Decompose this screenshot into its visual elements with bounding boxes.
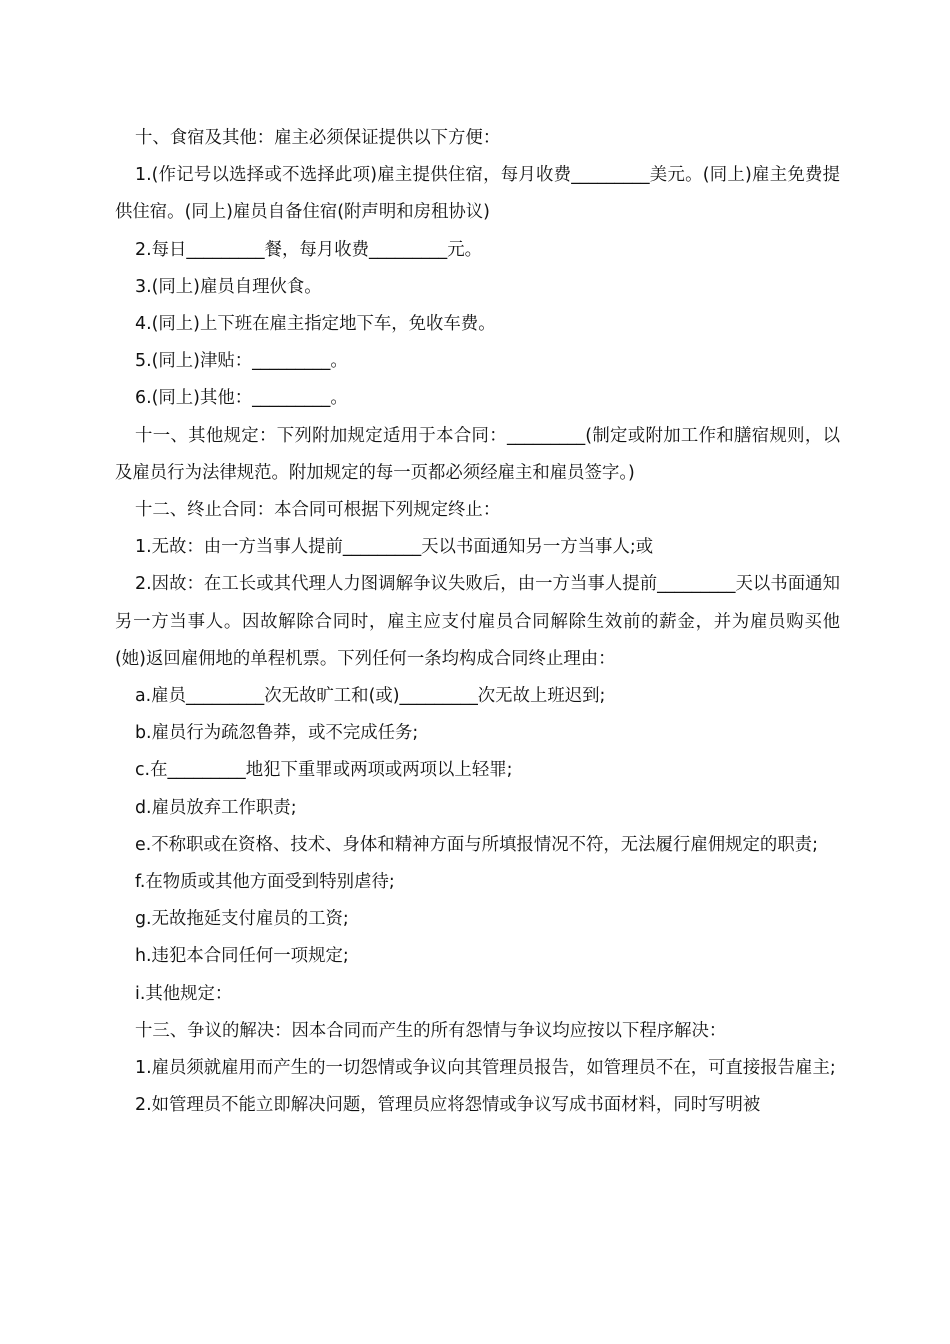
termination-reason-e: e.不称职或在资格、技术、身体和精神方面与所填报情况不符，无法履行雇佣规定的职责;: [135, 834, 818, 855]
termination-reason-f: f.在物质或其他方面受到特别虐待;: [135, 872, 395, 893]
section-10-item-2: 2.每日_________餐，每月收费_________元。: [135, 239, 483, 260]
section-12-heading: 十二、终止合同：本合同可根据下列规定终止：: [135, 500, 501, 521]
section-13-heading: 十三、争议的解决：因本合同而产生的所有怨情与争议均应按以下程序解决：: [135, 1020, 727, 1041]
section-10-item-3: 3.(同上)雇员自理伙食。: [135, 276, 322, 297]
document-body: [115, 120, 840, 1124]
termination-reason-c: c.在_________地犯下重罪或两项或两项以上轻罪;: [135, 760, 513, 781]
termination-reason-d: d.雇员放弃工作职责;: [135, 797, 297, 818]
termination-reason-b: b.雇员行为疏忽鲁莽，或不完成任务;: [135, 723, 419, 744]
section-10-item-6: 6.(同上)其他：_________。: [135, 388, 348, 409]
section-13-item-1: 1.雇员须就雇用而产生的一切怨情或争议向其管理员报告，如管理员不在，可直接报告雇主;: [135, 1058, 836, 1079]
termination-reason-a: a.雇员_________次无故旷工和(或)_________次无故上班迟到;: [135, 686, 606, 707]
section-10-item-1: 1.(作记号以选择或不选择此项)雇主提供住宿，每月收费_________美元。(同上)雇主免费提供住宿。(同上)雇员自备住宿(附声明和房租协议): [115, 165, 840, 223]
section-12-item-1: 1.无故：由一方当事人提前_________天以书面通知另一方当事人;或: [135, 537, 654, 558]
section-13-item-2: 2.如管理员不能立即解决问题，管理员应将怨情或争议写成书面材料，同时写明被: [135, 1095, 761, 1116]
section-10-item-4: 4.(同上)上下班在雇主指定地下车，免收车费。: [135, 314, 496, 335]
section-11-paragraph: 十一、其他规定：下列附加规定适用于本合同：_________(制定或附加工作和膳宿规则，以及雇员行为法律规范。附加规定的每一页都必须经雇主和雇员签字。): [115, 425, 840, 483]
termination-reason-h: h.违犯本合同任何一项规定;: [135, 946, 349, 967]
termination-reason-g: g.无故拖延支付雇员的工资;: [135, 909, 349, 930]
section-10-heading: 十、食宿及其他：雇主必须保证提供以下方便：: [135, 128, 501, 148]
section-10-item-5: 5.(同上)津贴：_________。: [135, 351, 348, 372]
section-12-item-2: 2.因故：在工长或其代理人力图调解争议失败后，由一方当事人提前_________天以书面通知另一方当事人。因故解除合同时，雇主应支付雇员合同解除生效前的薪金，并为雇员购买他(她)返回雇佣地的单程机票。下列任何一条均构成合同终止理由：: [115, 574, 840, 669]
termination-reason-i: i.其他规定：: [135, 983, 233, 1004]
